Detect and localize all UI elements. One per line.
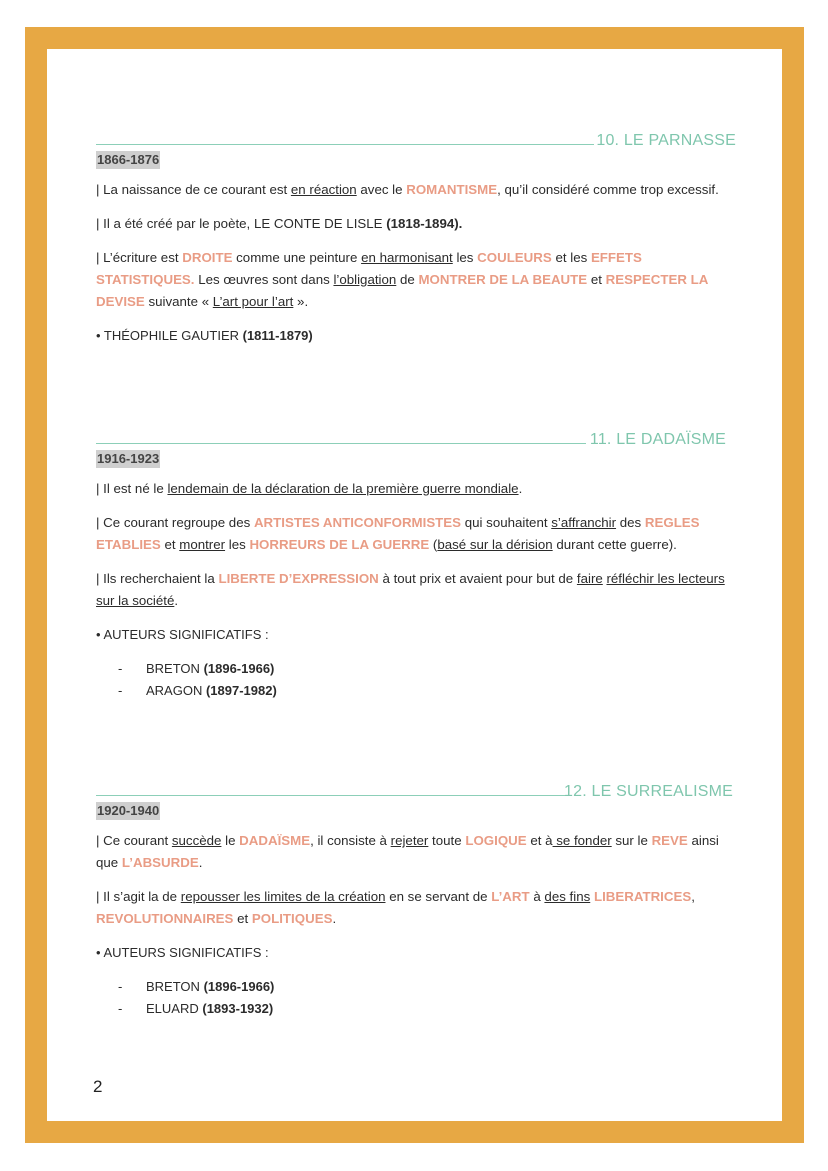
section-surrealisme — [96, 776, 736, 1020]
list-item: - BRETON (1896-1966) — [118, 661, 275, 676]
heading-rule — [96, 144, 594, 145]
authors-label: • AUTEURS SIGNIFICATIFS : — [96, 945, 269, 960]
date-range: 1916-1923 — [97, 451, 160, 466]
section-heading — [96, 125, 736, 147]
section-parnasse — [96, 125, 736, 347]
page-number: 2 — [93, 1077, 103, 1096]
section-title: 10. LE PARNASSE — [596, 132, 736, 149]
paragraph: | Ils recherchaient la LIBERTE D’EXPRESSION à tout prix et avaient pour but de faire réfléchir les lecteurs sur la société. — [96, 571, 725, 608]
date-range: 1920-1940 — [97, 803, 160, 818]
section-title: 11. LE DADAÏSME — [589, 431, 726, 448]
paragraph: | Ce courant succède le DADAÏSME, il consiste à rejeter toute LOGIQUE et à se fonder sur le REVE ainsi que L’ABSURDE. — [96, 833, 719, 870]
paragraph: | L’écriture est DROITE comme une peinture en harmonisant les COULEURS et les EFFETS STATISTIQUES. Les œuvres sont dans l’obligation de MONTRER DE LA BEAUTE et RESPECTER LA DEVISE suivante « L’art pour l’art ». — [96, 250, 708, 309]
authors-label: • AUTEURS SIGNIFICATIFS : — [96, 627, 269, 642]
authors-list — [96, 976, 736, 1020]
paragraph: | Il a été créé par le poète, LE CONTE DE LISLE (1818-1894). — [96, 216, 463, 231]
section-heading — [96, 776, 736, 798]
list-item: - ARAGON (1897-1982) — [118, 683, 277, 698]
list-item: - BRETON (1896-1966) — [118, 979, 275, 994]
paragraph: | Il s’agit la de repousser les limites de la création en se servant de L’ART à des fins LIBERATRICES, REVOLUTIONNAIRES et POLITIQUES. — [96, 889, 695, 926]
section-dadaisme — [96, 424, 736, 702]
author-line: • THÉOPHILE GAUTIER (1811-1879) — [96, 328, 313, 343]
section-title: 12. LE SURREALISME — [564, 783, 733, 800]
heading-rule — [96, 795, 568, 796]
authors-list — [96, 658, 736, 702]
section-heading — [96, 424, 736, 446]
list-item: - ELUARD (1893-1932) — [118, 1001, 274, 1016]
heading-rule — [96, 443, 586, 444]
paragraph: | Ce courant regroupe des ARTISTES ANTICONFORMISTES qui souhaitent s’affranchir des REGLES ETABLIES et montrer les HORREURS DE LA GUERRE (basé sur la dérision durant cette guerre). — [96, 515, 700, 552]
paragraph: | La naissance de ce courant est en réaction avec le ROMANTISME, qu’il considéré comme trop excessif. — [96, 182, 719, 197]
date-range: 1866-1876 — [97, 152, 160, 167]
paragraph: | Il est né le lendemain de la déclaration de la première guerre mondiale. — [96, 481, 523, 496]
